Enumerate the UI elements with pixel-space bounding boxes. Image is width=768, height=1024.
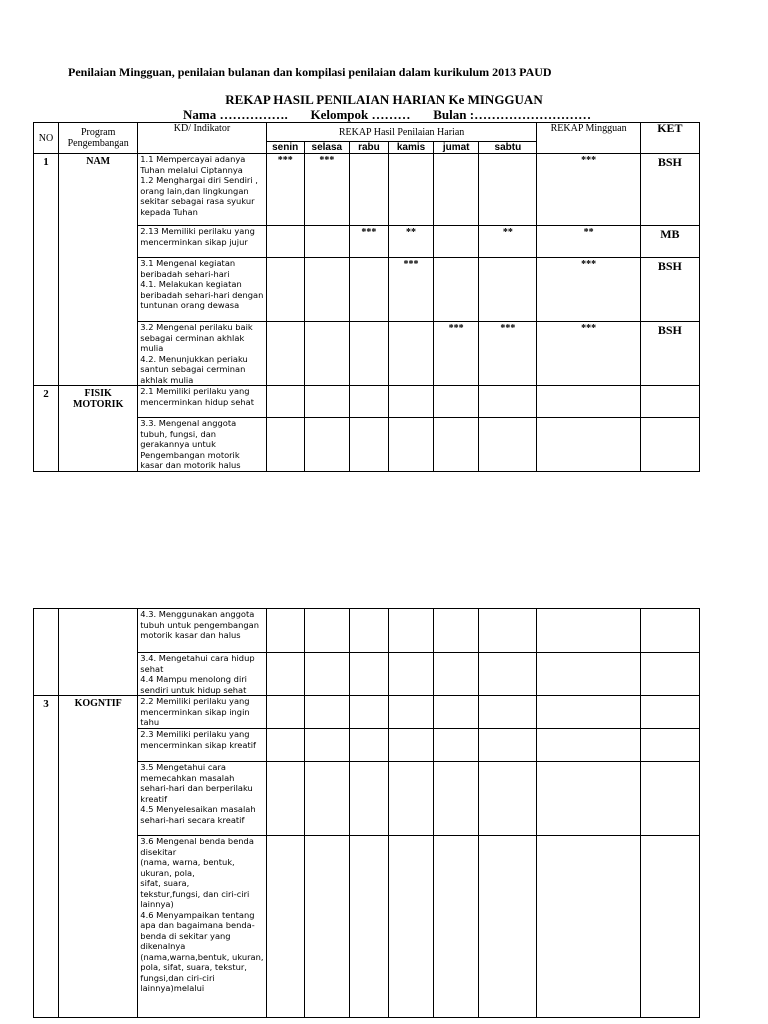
mark-sabtu: [479, 653, 537, 696]
mark-senin: [266, 258, 304, 322]
col-header-day-4: jumat: [434, 142, 479, 154]
mark-jumat: [434, 386, 479, 418]
mark-sabtu: [479, 836, 537, 1018]
mark-senin: [266, 226, 304, 258]
mark-jumat: [434, 418, 479, 472]
mark-selasa: [304, 226, 349, 258]
mark-sabtu: [479, 418, 537, 472]
table-row: [34, 154, 700, 226]
mark-senin: [266, 836, 304, 1018]
mark-senin: [266, 653, 304, 696]
mark-jumat: [434, 154, 479, 226]
mark-jumat: [434, 836, 479, 1018]
mark-sabtu: ***: [479, 322, 537, 386]
mark-jumat: [434, 653, 479, 696]
mark-kamis: [389, 653, 434, 696]
program-pengembangan: KOGNTIF: [59, 696, 138, 1018]
col-header-day-0: senin: [266, 142, 304, 154]
mark-rabu: [349, 696, 388, 729]
col-header-day-5: sabtu: [479, 142, 537, 154]
col-header-kd: KD/ Indikator: [138, 123, 266, 154]
mark-jumat: [434, 226, 479, 258]
ket-value: [640, 762, 699, 836]
mark-senin: [266, 729, 304, 762]
mark-rabu: [349, 762, 388, 836]
mark-sabtu: [479, 258, 537, 322]
ket-value: BSH: [640, 322, 699, 386]
mark-mingguan: ***: [537, 322, 640, 386]
kd-indikator: 3.5 Mengetahui cara memecahkan masalah sehari-hari dan berperilaku kreatif 4.5 Menyelesaikan masalah sehari-hari secara kreatif: [138, 762, 266, 836]
ket-value: [640, 696, 699, 729]
mark-selasa: [304, 418, 349, 472]
ket-value: MB: [640, 226, 699, 258]
mark-kamis: **: [388, 226, 433, 258]
kd-indikator: 3.1 Mengenal kegiatan beribadah sehari-hari 4.1. Melakukan kegiatan beribadah sehari-hari dengan tuntunan orang dewasa: [138, 258, 266, 322]
row-number: [34, 609, 59, 696]
ket-value: [640, 609, 699, 653]
mark-mingguan: [537, 386, 640, 418]
mark-kamis: [389, 609, 434, 653]
mark-selasa: [304, 258, 349, 322]
col-header-rekap-mingguan: REKAP Mingguan: [537, 123, 640, 154]
mark-senin: [266, 322, 304, 386]
col-header-ket: KET: [640, 123, 699, 154]
mark-sabtu: [479, 696, 537, 729]
mark-senin: [266, 386, 304, 418]
kd-indikator: 3.4. Mengetahui cara hidup sehat 4.4 Mampu menolong diri sendiri untuk hidup sehat: [138, 653, 266, 696]
mark-rabu: ***: [349, 226, 388, 258]
mark-mingguan: [537, 653, 640, 696]
kelompok-field: Kelompok ………: [310, 107, 411, 122]
mark-kamis: [389, 696, 434, 729]
mark-kamis: [388, 322, 433, 386]
kd-indikator: 1.1 Mempercayai adanya Tuhan melalui Ciptannya 1.2 Menghargai diri Sendiri , orang lain,dan lingkungan sekitar sebagai rasa syukur kepada Tuhan: [138, 154, 266, 226]
mark-senin: [266, 609, 304, 653]
ket-value: [640, 653, 699, 696]
mark-selasa: [304, 653, 349, 696]
mark-kamis: [388, 386, 433, 418]
mark-kamis: [389, 729, 434, 762]
mark-kamis: [389, 836, 434, 1018]
mark-kamis: [389, 762, 434, 836]
mark-rabu: [349, 729, 388, 762]
col-header-day-3: kamis: [388, 142, 433, 154]
kd-indikator: 3.3. Mengenal anggota tubuh, fungsi, dan gerakannya untuk Pengembangan motorik kasar dan motorik halus: [138, 418, 266, 472]
mark-kamis: [388, 154, 433, 226]
table-row: [34, 386, 700, 418]
mark-sabtu: [479, 762, 537, 836]
row-number: 3: [34, 696, 59, 1018]
col-header-program: Program Pengembangan: [59, 123, 138, 154]
mark-selasa: [304, 609, 349, 653]
mark-rabu: [349, 258, 388, 322]
mark-mingguan: [537, 418, 640, 472]
bulan-field: Bulan :………………………: [433, 107, 592, 122]
document-title: REKAP HASIL PENILAIAN HARIAN Ke MINGGUAN: [225, 92, 543, 107]
mark-kamis: [388, 418, 433, 472]
mark-mingguan: [537, 696, 640, 729]
mark-mingguan: **: [537, 226, 640, 258]
mark-jumat: [434, 762, 479, 836]
mark-mingguan: [537, 729, 640, 762]
mark-rabu: [349, 154, 388, 226]
program-pengembangan: FISIK MOTORIK: [59, 386, 138, 472]
col-header-no: NO: [34, 123, 59, 154]
mark-selasa: [304, 386, 349, 418]
mark-senin: ***: [266, 154, 304, 226]
mark-selasa: [304, 762, 349, 836]
kd-indikator: 4.3. Menggunakan anggota tubuh untuk pengembangan motorik kasar dan halus: [138, 609, 266, 653]
row-number: 1: [34, 154, 59, 386]
ket-value: [640, 729, 699, 762]
rekap-table-page-1: [33, 122, 700, 472]
mark-rabu: [349, 386, 388, 418]
table-row: [34, 609, 700, 653]
ket-value: [640, 418, 699, 472]
mark-selasa: ***: [304, 154, 349, 226]
mark-rabu: [349, 836, 388, 1018]
kd-indikator: 3.2 Mengenal perilaku baik sebagai cerminan akhlak mulia 4.2. Menunjukkan periaku santun sebagai cerminan akhlak mulia: [138, 322, 266, 386]
mark-sabtu: [479, 154, 537, 226]
ket-value: BSH: [640, 154, 699, 226]
mark-jumat: [434, 696, 479, 729]
mark-selasa: [304, 729, 349, 762]
mark-jumat: [434, 729, 479, 762]
program-pengembangan: NAM: [59, 154, 138, 386]
mark-jumat: [434, 258, 479, 322]
mark-mingguan: [537, 836, 640, 1018]
kd-indikator: 2.1 Memiliki perilaku yang mencerminkan hidup sehat: [138, 386, 266, 418]
kd-indikator: 2.13 Memiliki perilaku yang mencerminkan sikap jujur: [138, 226, 266, 258]
ket-value: BSH: [640, 258, 699, 322]
mark-rabu: [349, 609, 388, 653]
mark-rabu: [349, 322, 388, 386]
mark-jumat: ***: [434, 322, 479, 386]
ket-value: [640, 386, 699, 418]
mark-mingguan: ***: [537, 258, 640, 322]
row-number: 2: [34, 386, 59, 472]
mark-rabu: [349, 653, 388, 696]
mark-rabu: [349, 418, 388, 472]
mark-selasa: [304, 322, 349, 386]
col-header-day-2: rabu: [349, 142, 388, 154]
document-header: Penilaian Mingguan, penilaian bulanan dan kompilasi penilaian dalam kurikulum 2013 PAUD: [68, 65, 552, 79]
kd-indikator: 2.3 Memiliki perilaku yang mencerminkan sikap kreatif: [138, 729, 266, 762]
mark-jumat: [434, 609, 479, 653]
col-header-rekap-harian: REKAP Hasil Penilaian Harian: [266, 123, 537, 142]
kd-indikator: 3.6 Mengenal benda benda disekitar (nama, warna, bentuk, ukuran, pola, sifat, suara, tekstur,fungsi, dan ciri-ciri lainnya) 4.6 Menyampaikan tentang apa dan bagaimana benda-benda di sekitar yang dikenalnya (nama,warna,bentuk, ukuran, pola, sifat, suara, tekstur, fungsi,dan ciri-ciri lainnya)melalui: [138, 836, 266, 1018]
mark-selasa: [304, 836, 349, 1018]
mark-sabtu: [479, 729, 537, 762]
mark-senin: [266, 418, 304, 472]
mark-mingguan: [537, 762, 640, 836]
mark-sabtu: [479, 386, 537, 418]
kd-indikator: 2.2 Memiliki perilaku yang mencerminkan sikap ingin tahu: [138, 696, 266, 729]
mark-kamis: ***: [388, 258, 433, 322]
mark-mingguan: ***: [537, 154, 640, 226]
rekap-table-page-2: [33, 608, 700, 1018]
ket-value: [640, 836, 699, 1018]
program-pengembangan: [59, 609, 138, 696]
table-row: [34, 696, 700, 729]
nama-field: Nama …………….: [183, 107, 288, 122]
mark-selasa: [304, 696, 349, 729]
document-subtitle: [183, 107, 591, 123]
col-header-day-1: selasa: [304, 142, 349, 154]
mark-senin: [266, 762, 304, 836]
mark-sabtu: **: [479, 226, 537, 258]
mark-senin: [266, 696, 304, 729]
mark-sabtu: [479, 609, 537, 653]
mark-mingguan: [537, 609, 640, 653]
